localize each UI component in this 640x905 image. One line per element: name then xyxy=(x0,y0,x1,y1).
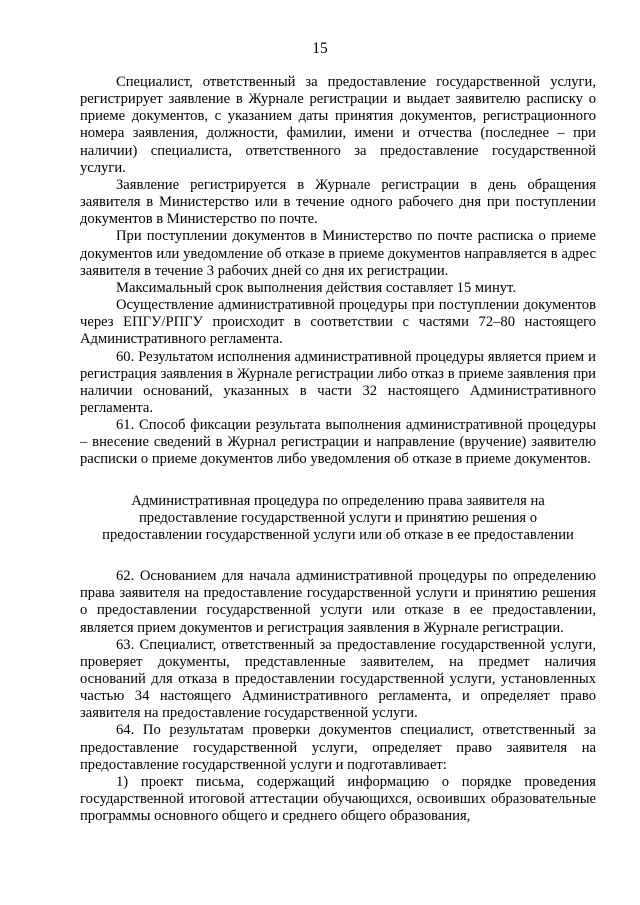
section-heading xyxy=(80,493,596,544)
paragraph-64-item-1: 1) проект письма, содержащий информацию о порядке проведения государственной итоговой аттестации обучающихся, освоивших образовательные программы основного общего и среднего общего образования, xyxy=(80,773,596,825)
paragraph-63: 63. Специалист, ответственный за предоставление государственной услуги, проверяет документы, представленные заявителем, на предмет наличия оснований для отказа в предоставлении государственной услуги, установленных частью 34 настоящего Административного регламента, и определяет право заявителя на предоставление государственной услуги. xyxy=(80,636,596,722)
paragraph-64: 64. По результатам проверки документов специалист, ответственный за предоставление государственной услуги, определяет право заявителя на предоставление государственной услуги и подготавливает: xyxy=(80,722,596,773)
paragraph-epgu: Осуществление административной процедуры при поступлении документов через ЕПГУ/РПГУ происходит в соответствии с частями 72–80 настоящего Административного регламента. xyxy=(80,297,596,348)
paragraph-62: 62. Основанием для начала административной процедуры по определению права заявителя на предоставление государственной услуги и принятию решения о предоставлении государственной услуги или отказе в ее предоставлении, является прием документов и регистрация заявления в Журнале регистрации. xyxy=(80,568,596,636)
paragraph-max-time: Максимальный срок выполнения действия составляет 15 минут. xyxy=(116,279,516,296)
paragraph-61: 61. Способ фиксации результата выполнения административной процедуры – внесение сведений в Журнал регистрации и направление (вручение) заявителю расписки о приеме документов либо уведомления об отказе в приеме документов. xyxy=(80,417,596,468)
page-number: 15 xyxy=(312,40,328,57)
section-heading-line-2: предоставление государственной услуги и принятию решения о xyxy=(138,509,538,526)
paragraph-mail-receipt: При поступлении документов в Министерство по почте расписка о приеме документов или уведомление об отказе в приеме документов направляется в адрес заявителя в течение 3 рабочих дней со дня их регистрации. xyxy=(80,228,596,279)
paragraph-registration: Специалист, ответственный за предоставление государственной услуги, регистрирует заявление в Журнале регистрации и выдает заявителю расписку о приеме документов, с указанием даты принятия документов, регистрационного номера заявления, должности, фамилии, имени и отчества (последнее – при наличии) специалиста, ответственного за предоставление государственной услуги. xyxy=(80,74,596,176)
paragraph-registration-day: Заявление регистрируется в Журнале регистрации в день обращения заявителя в Министерство или в течение одного рабочего дня при поступлении документов в Министерство по почте. xyxy=(80,176,596,228)
document-body xyxy=(80,74,596,825)
section-heading-line-1: Административная процедура по определению права заявителя на xyxy=(131,492,545,509)
section-heading-line-3: предоставлении государственной услуги или об отказе в ее предоставлении xyxy=(102,526,574,543)
paragraph-60: 60. Результатом исполнения административной процедуры является прием и регистрация заявления в Журнале регистрации либо отказ в приеме заявления при наличии оснований, указанных в части 32 настоящего Административного регламента. xyxy=(80,348,596,416)
